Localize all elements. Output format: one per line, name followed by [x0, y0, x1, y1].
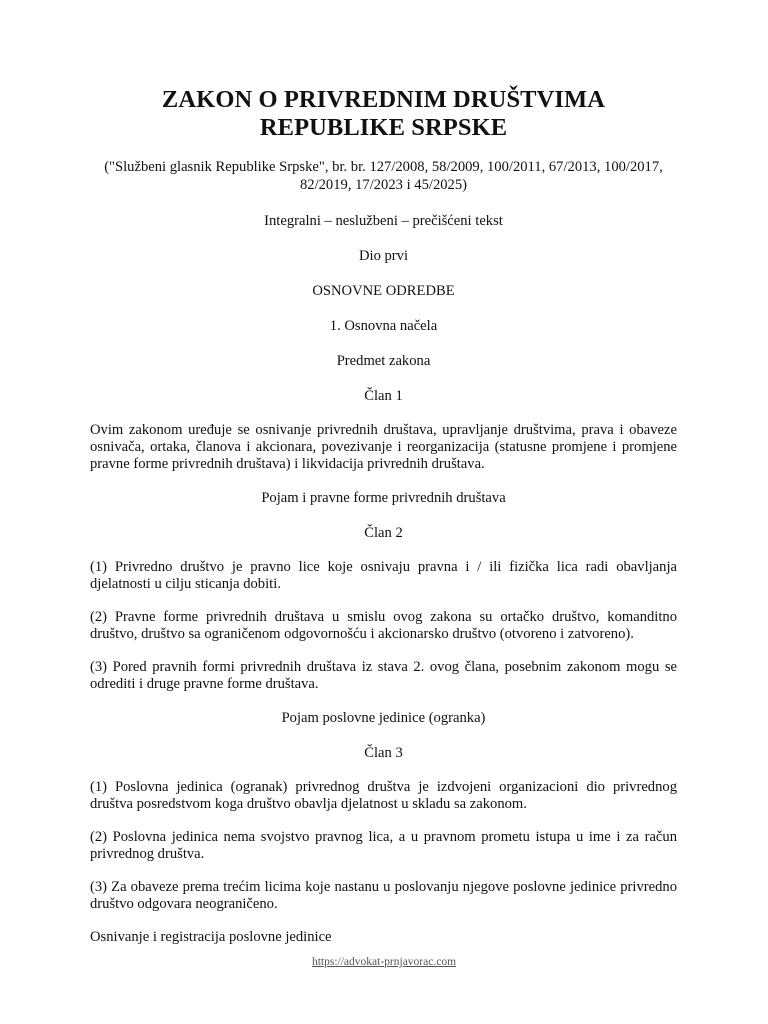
text-note: Integralni – neslužbeni – prečišćeni tekst — [264, 213, 503, 229]
section-title-branch: Pojam poslovne jedinice (ogranka) — [281, 710, 486, 726]
gazette-reference: ("Službeni glasnik Republike Srpske", br. br. 127/2008, 58/2009, 100/2011, 67/2013, 100/2017, 82/2019, 17/2023 i 45/2025) — [104, 159, 663, 193]
section-title-subject: Predmet zakona — [336, 353, 431, 369]
article-2-paragraph-2: (2) Pravne forme privrednih društava u smislu ovog zakona su ortačko društvo, komanditno društvo, društvo sa ograničenom odgovornošću i akcionarsko društvo (otvoreno i zatvoreno). — [90, 609, 677, 642]
article-3-paragraph-3: (3) Za obaveze prema trećim licima koje nastanu u poslovanju njegove poslovne jedinice privredno društvo odgovara neograničeno. — [90, 879, 677, 912]
article-3-paragraph-2: (2) Poslovna jedinica nema svojstvo pravnog lica, a u pravnom prometu istupa u ime i za račun privrednog društva. — [90, 829, 677, 862]
article-3-paragraph-1: (1) Poslovna jedinica (ogranak) privrednog društva je izdvojeni organizacioni dio privrednog društva posredstvom koga društvo obavlja djelatnost u skladu sa zakonom. — [90, 779, 677, 812]
part-title: OSNOVNE ODREDBE — [312, 283, 455, 299]
chapter-heading: 1. Osnovna načela — [329, 318, 438, 334]
article-1-text: Ovim zakonom uređuje se osnivanje privrednih društava, upravljanje društvima, prava i obaveze osnivača, ortaka, članova i akcionara, povezivanje i reorganizacija (statusne promjene i promjene pravne forme privrednih društava) i likvidacija privrednih društava. — [90, 422, 677, 472]
footer-link[interactable]: https://advokat-prnjavorac.com — [311, 956, 457, 968]
article-2-paragraph-1: (1) Privredno društvo je pravno lice koje osnivaju pravna i / ili fizička lica radi obavljanja djelatnosti u cilju sticanja dobiti. — [90, 559, 677, 592]
article-2-label: Član 2 — [364, 525, 403, 541]
document-title — [90, 86, 677, 142]
document-body — [90, 86, 677, 946]
article-1-label: Član 1 — [364, 388, 403, 404]
title-line-2: REPUBLIKE SRPSKE — [259, 114, 508, 141]
article-3-label: Član 3 — [364, 745, 403, 761]
title-line-1: ZAKON O PRIVREDNIM DRUŠTVIMA — [161, 86, 606, 113]
part-heading: Dio prvi — [358, 248, 409, 264]
article-2-paragraph-3: (3) Pored pravnih formi privrednih društava iz stava 2. ovog člana, posebnim zakonom mogu se odrediti i druge pravne forme društava. — [90, 659, 677, 692]
section-title-registration: Osnivanje i registracija poslovne jedinice — [90, 929, 332, 945]
section-title-forms: Pojam i pravne forme privrednih društava — [261, 490, 506, 506]
